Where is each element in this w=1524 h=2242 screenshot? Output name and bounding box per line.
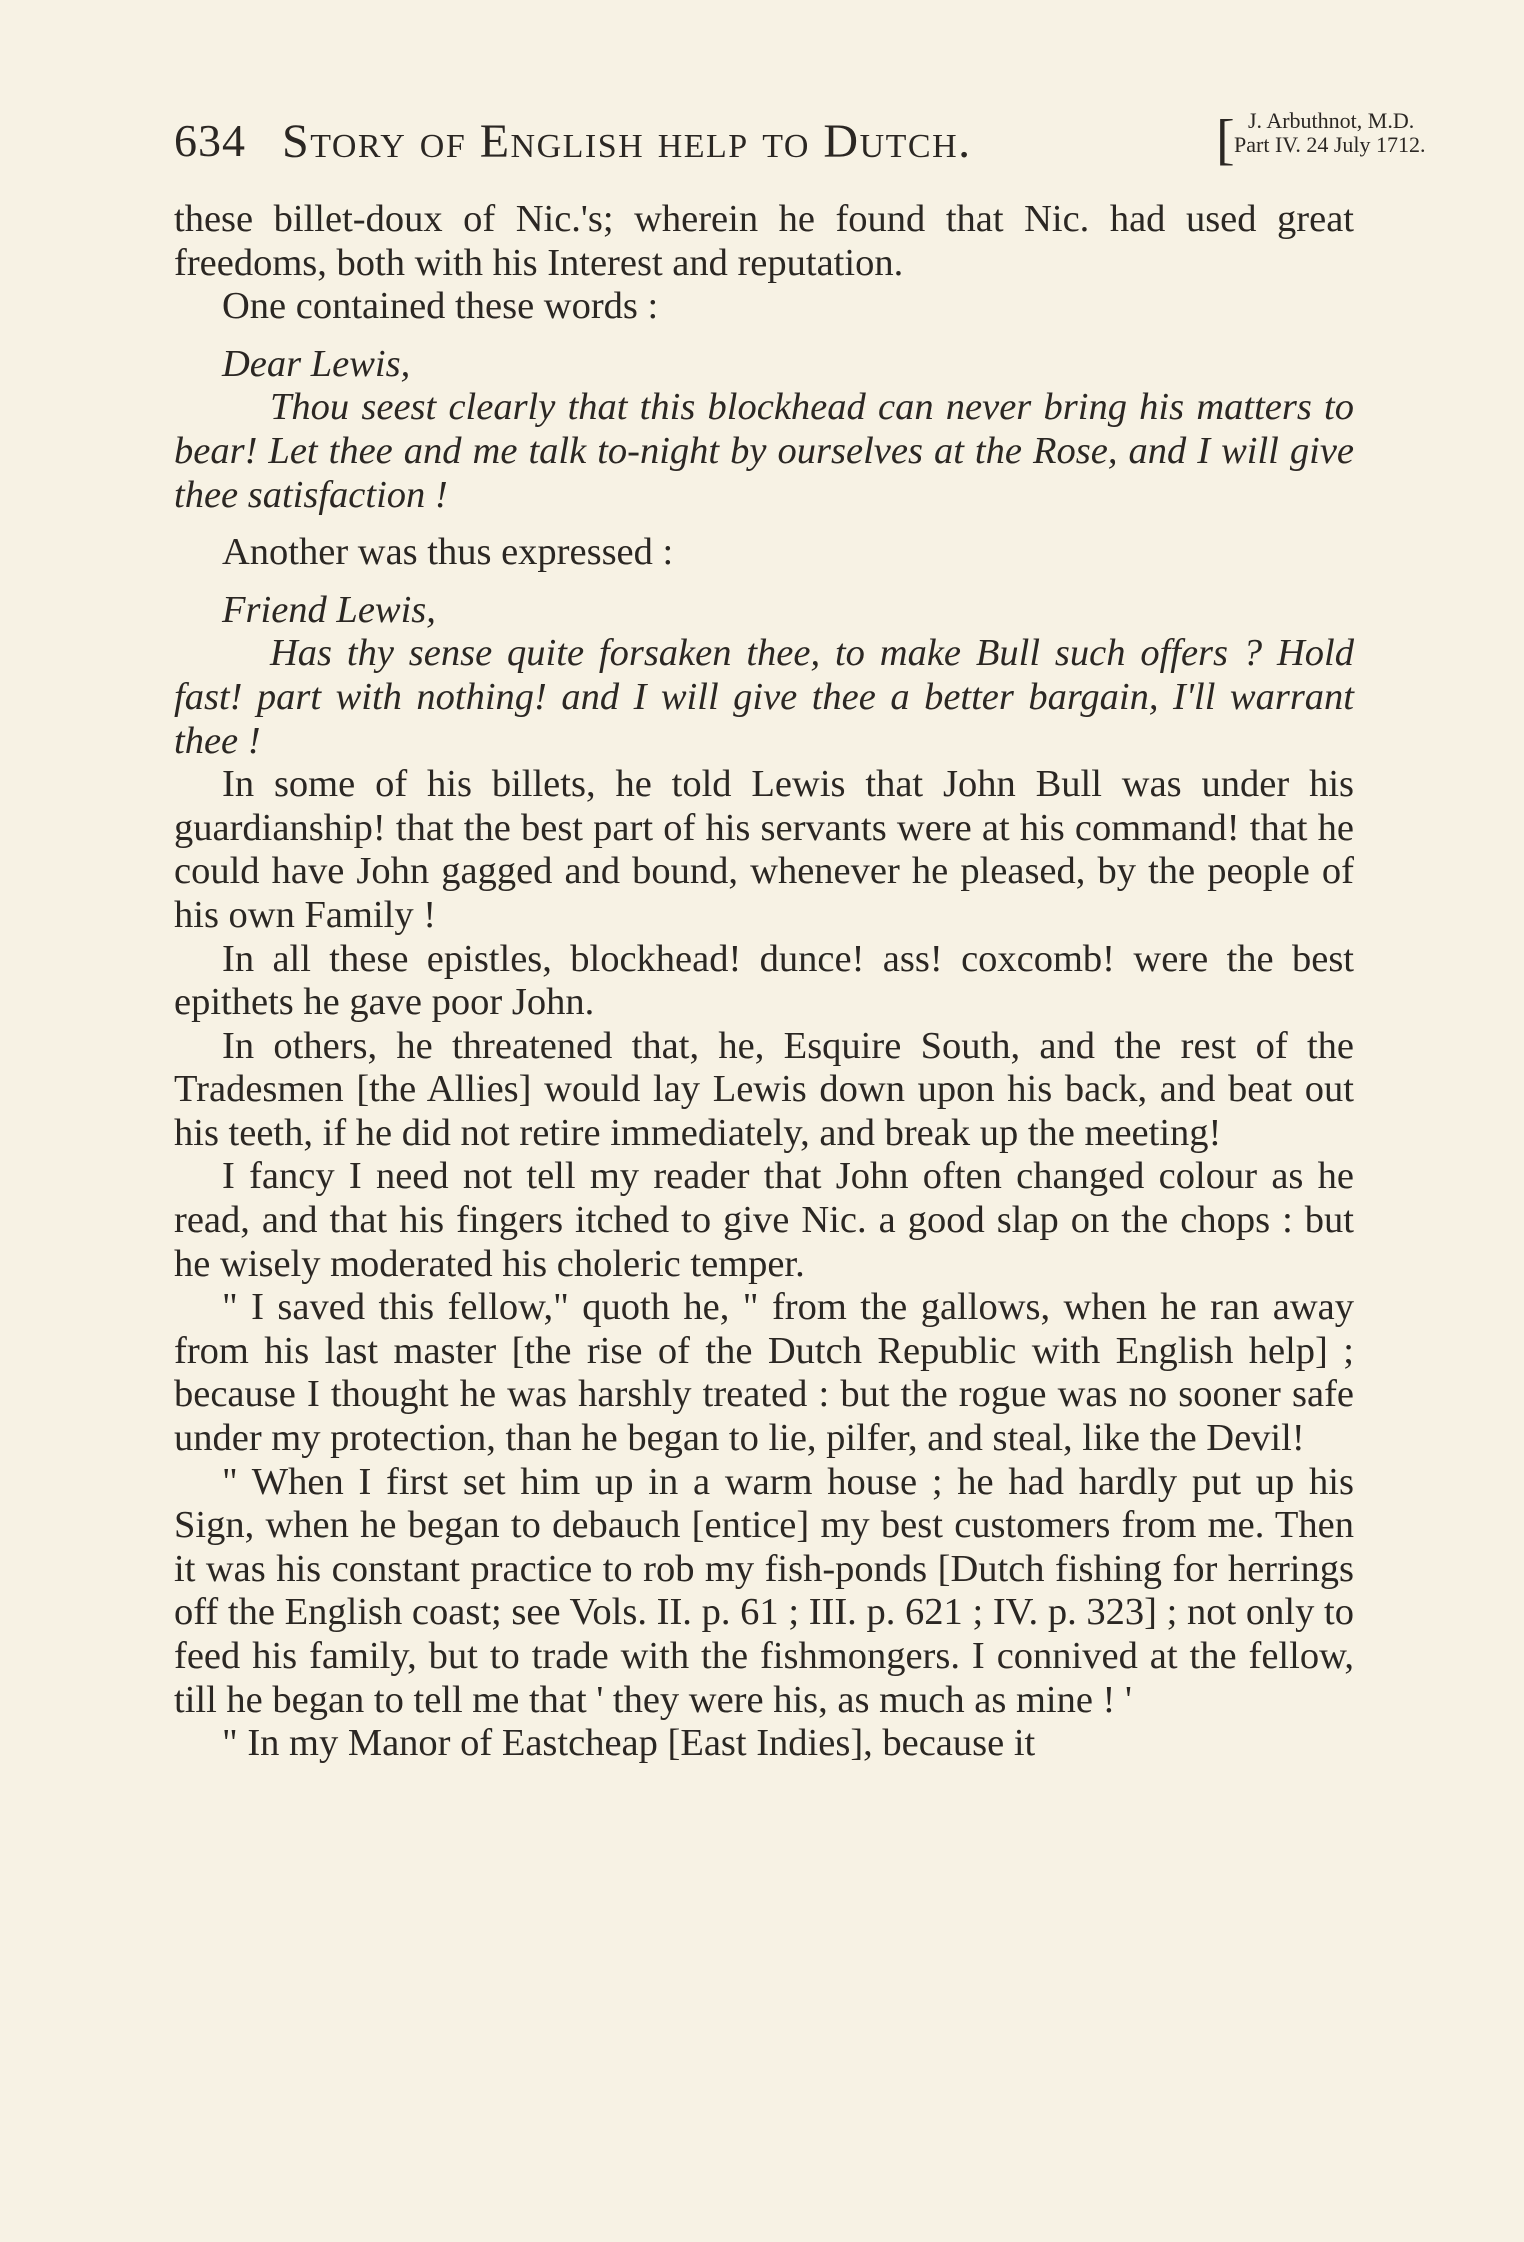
paragraph-7: I fancy I need not tell my reader that John often changed colour as he read, and that his fingers itched to give Nic. a good slap on the chops : but he wisely moderated his choleric temper. bbox=[174, 1155, 1354, 1285]
paragraph-9: " When I first set him up in a warm house ; he had hardly put up his Sign, when he began to debauch [entice] my best customers from me. Then it was his constant practice to rob my fish-ponds [Dutch fishing for herrings off the English coast; see Vols. II. p. 61 ; III. p. 621 ; IV. p. 323] ; not only to feed his family, but to trade with the fishmongers. I connived at the fellow, till he began to tell me that ' they were his, as much as mine ! ' bbox=[174, 1460, 1354, 1721]
header-bracket: [ bbox=[1216, 109, 1235, 171]
paragraph-10: " In my Manor of Eastcheap [East Indies], because it bbox=[222, 1722, 1036, 1765]
body-text bbox=[174, 198, 1354, 1766]
letter-2-body: Has thy sense quite forsaken thee, to make Bull such offers ? Hold fast! part with nothing! and I will give thee a better bargain, I'll warrant thee ! bbox=[174, 632, 1354, 762]
letter-2-salutation: Friend Lewis, bbox=[222, 588, 436, 631]
letter-1-salutation: Dear Lewis, bbox=[222, 342, 411, 385]
paragraph-6: In others, he threatened that, he, Esquire South, and the rest of the Tradesmen [the Allies] would lay Lewis down upon his back, and beat out his teeth, if he did not retire immediately, and break up the meeting! bbox=[174, 1024, 1354, 1154]
paragraph-1: these billet-doux of Nic.'s; wherein he found that Nic. had used great freedoms, both with his Interest and reputation. bbox=[174, 198, 1354, 284]
paragraph-8: " I saved this fellow," quoth he, " from the gallows, when he ran away from his last master [the rise of the Dutch Republic with English help] ; because I thought he was harshly treated : but the rogue was no sooner safe under my protection, than he began to lie, pilfer, and steal, like the Devil! bbox=[174, 1286, 1354, 1460]
page-number: 634 bbox=[174, 115, 246, 166]
running-title: Story of English help to Dutch. bbox=[282, 115, 972, 168]
header-author: J. Arbuthnot, M.D. bbox=[1248, 108, 1415, 133]
running-header bbox=[174, 108, 1426, 171]
letter-1-body: Thou seest clearly that this blockhead can never bring his matters to bear! Let thee and me talk to-night by ourselves at the Rose, and I will give thee satisfaction ! bbox=[174, 386, 1354, 516]
paragraph-5: In all these epistles, blockhead! dunce! ass! coxcomb! were the best epithets he gave poor John. bbox=[174, 937, 1354, 1024]
header-part-date: Part IV. 24 July 1712. bbox=[1234, 132, 1426, 157]
paragraph-2: One contained these words : bbox=[222, 285, 659, 328]
paragraph-4: In some of his billets, he told Lewis that John Bull was under his guardianship! that the best part of his servants were at his command! that he could have John gagged and bound, whenever he pleased, by the people of his own Family ! bbox=[174, 763, 1354, 936]
paragraph-3: Another was thus expressed : bbox=[222, 531, 674, 574]
